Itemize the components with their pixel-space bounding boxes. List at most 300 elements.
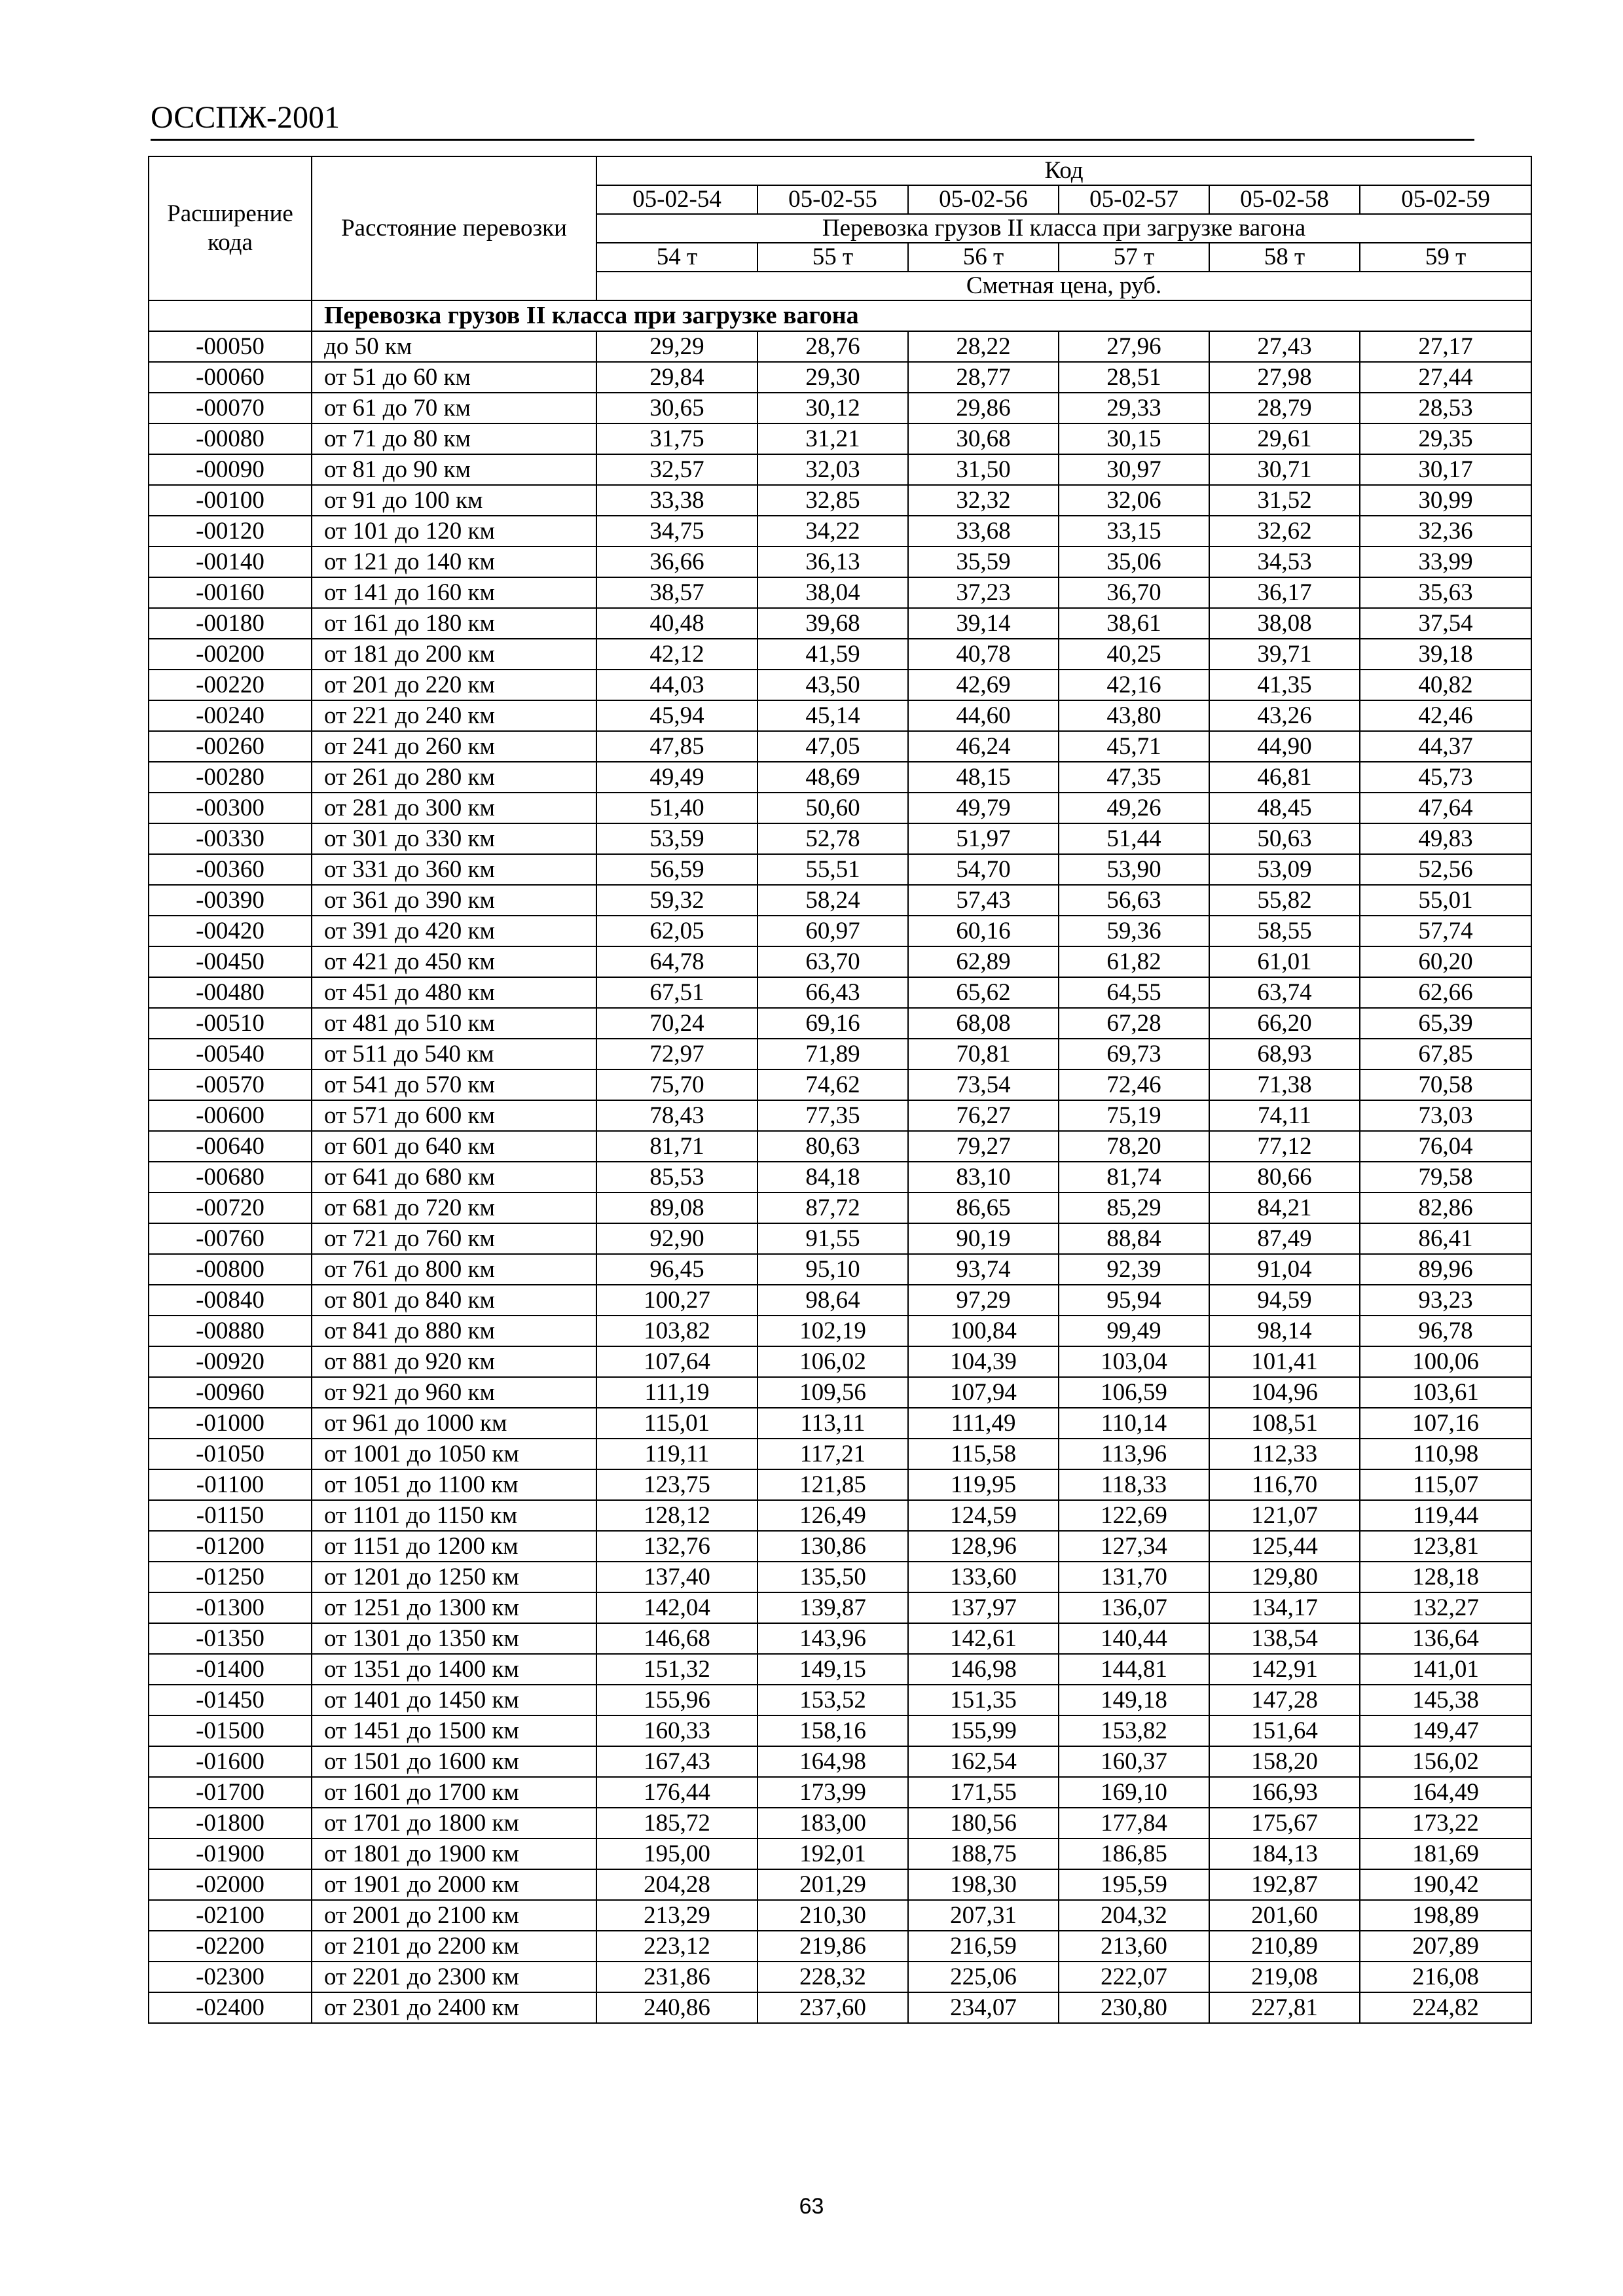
- price-cell: 198,30: [908, 1869, 1059, 1900]
- code-extension-cell: -00840: [149, 1285, 312, 1316]
- code-extension-cell: -00800: [149, 1254, 312, 1285]
- price-cell: 123,81: [1360, 1531, 1531, 1562]
- code-extension-cell: -00220: [149, 670, 312, 700]
- code-extension-cell: -01150: [149, 1500, 312, 1531]
- table-row: [149, 823, 1531, 854]
- price-cell: 30,65: [596, 393, 757, 423]
- distance-cell: от 281 до 300 км: [312, 793, 596, 823]
- price-cell: 35,06: [1059, 547, 1209, 577]
- code-header: 05-02-56: [908, 185, 1059, 214]
- price-cell: 61,01: [1209, 946, 1360, 977]
- price-cell: 151,35: [908, 1685, 1059, 1715]
- price-cell: 55,01: [1360, 885, 1531, 916]
- distance-cell: от 51 до 60 км: [312, 362, 596, 393]
- table-row: [149, 1654, 1531, 1685]
- price-cell: 156,02: [1360, 1746, 1531, 1777]
- price-cell: 32,03: [757, 454, 908, 485]
- price-cell: 184,13: [1209, 1839, 1360, 1869]
- price-cell: 29,86: [908, 393, 1059, 423]
- price-cell: 190,42: [1360, 1869, 1531, 1900]
- price-cell: 231,86: [596, 1962, 757, 1992]
- price-cell: 52,56: [1360, 854, 1531, 885]
- distance-cell: от 301 до 330 км: [312, 823, 596, 854]
- table-row: [149, 762, 1531, 793]
- code-extension-header: Расширение кода: [149, 156, 312, 300]
- price-cell: 144,81: [1059, 1654, 1209, 1685]
- price-cell: 28,76: [757, 331, 908, 362]
- price-cell: 136,07: [1059, 1592, 1209, 1623]
- price-cell: 164,98: [757, 1746, 908, 1777]
- code-extension-cell: -00140: [149, 547, 312, 577]
- table-row: [149, 362, 1531, 393]
- table-row: [149, 885, 1531, 916]
- price-cell: 160,33: [596, 1715, 757, 1746]
- distance-cell: от 961 до 1000 км: [312, 1408, 596, 1439]
- price-cell: 84,21: [1209, 1193, 1360, 1223]
- price-cell: 151,32: [596, 1654, 757, 1685]
- distance-cell: от 641 до 680 км: [312, 1162, 596, 1193]
- price-cell: 158,16: [757, 1715, 908, 1746]
- price-cell: 216,08: [1360, 1962, 1531, 1992]
- code-header: 05-02-59: [1360, 185, 1531, 214]
- table-row: [149, 1162, 1531, 1193]
- price-cell: 121,07: [1209, 1500, 1360, 1531]
- price-cell: 115,07: [1360, 1469, 1531, 1500]
- code-extension-cell: -00240: [149, 700, 312, 731]
- price-cell: 117,21: [757, 1439, 908, 1469]
- price-table: [148, 156, 1532, 2024]
- price-cell: 70,81: [908, 1039, 1059, 1069]
- code-extension-cell: -00920: [149, 1346, 312, 1377]
- table-row: [149, 1193, 1531, 1223]
- price-cell: 37,23: [908, 577, 1059, 608]
- price-cell: 133,60: [908, 1562, 1059, 1592]
- price-cell: 27,17: [1360, 331, 1531, 362]
- table-row: [149, 700, 1531, 731]
- table-row: [149, 1069, 1531, 1100]
- load-header: 57 т: [1059, 243, 1209, 272]
- price-cell: 110,14: [1059, 1408, 1209, 1439]
- code-extension-cell: -00120: [149, 516, 312, 547]
- price-cell: 192,87: [1209, 1869, 1360, 1900]
- price-cell: 49,83: [1360, 823, 1531, 854]
- price-cell: 207,31: [908, 1900, 1059, 1931]
- price-cell: 85,29: [1059, 1193, 1209, 1223]
- price-cell: 146,98: [908, 1654, 1059, 1685]
- price-cell: 80,66: [1209, 1162, 1360, 1193]
- table-row: [149, 423, 1531, 454]
- price-cell: 119,44: [1360, 1500, 1531, 1531]
- price-cell: 64,78: [596, 946, 757, 977]
- price-cell: 93,23: [1360, 1285, 1531, 1316]
- table-row: [149, 1316, 1531, 1346]
- price-cell: 27,98: [1209, 362, 1360, 393]
- price-cell: 42,46: [1360, 700, 1531, 731]
- price-cell: 62,66: [1360, 977, 1531, 1008]
- price-cell: 57,43: [908, 885, 1059, 916]
- price-cell: 99,49: [1059, 1316, 1209, 1346]
- distance-cell: от 1801 до 1900 км: [312, 1839, 596, 1869]
- price-cell: 53,59: [596, 823, 757, 854]
- price-cell: 69,16: [757, 1008, 908, 1039]
- price-cell: 142,91: [1209, 1654, 1360, 1685]
- code-extension-cell: -00880: [149, 1316, 312, 1346]
- price-cell: 70,24: [596, 1008, 757, 1039]
- price-cell: 85,53: [596, 1162, 757, 1193]
- price-cell: 123,75: [596, 1469, 757, 1500]
- table-row: [149, 1408, 1531, 1439]
- price-cell: 38,57: [596, 577, 757, 608]
- table-row: [149, 1346, 1531, 1377]
- code-extension-cell: -00200: [149, 639, 312, 670]
- price-cell: 40,78: [908, 639, 1059, 670]
- price-cell: 29,61: [1209, 423, 1360, 454]
- price-cell: 118,33: [1059, 1469, 1209, 1500]
- table-row: [149, 1100, 1531, 1131]
- price-cell: 95,10: [757, 1254, 908, 1285]
- price-cell: 97,29: [908, 1285, 1059, 1316]
- price-cell: 128,18: [1360, 1562, 1531, 1592]
- code-extension-cell: -01350: [149, 1623, 312, 1654]
- price-cell: 27,44: [1360, 362, 1531, 393]
- price-cell: 222,07: [1059, 1962, 1209, 1992]
- price-cell: 81,71: [596, 1131, 757, 1162]
- code-extension-cell: -00090: [149, 454, 312, 485]
- price-cell: 87,49: [1209, 1223, 1360, 1254]
- table-row: [149, 608, 1531, 639]
- price-cell: 149,18: [1059, 1685, 1209, 1715]
- price-cell: 55,82: [1209, 885, 1360, 916]
- price-cell: 134,17: [1209, 1592, 1360, 1623]
- price-cell: 29,30: [757, 362, 908, 393]
- price-cell: 67,28: [1059, 1008, 1209, 1039]
- price-cell: 137,97: [908, 1592, 1059, 1623]
- price-cell: 219,86: [757, 1931, 908, 1962]
- distance-cell: от 331 до 360 км: [312, 854, 596, 885]
- code-extension-cell: -01700: [149, 1777, 312, 1808]
- table-row: [149, 1992, 1531, 2023]
- price-cell: 115,58: [908, 1439, 1059, 1469]
- price-cell: 28,22: [908, 331, 1059, 362]
- price-cell: 44,60: [908, 700, 1059, 731]
- code-extension-cell: -02100: [149, 1900, 312, 1931]
- price-cell: 107,64: [596, 1346, 757, 1377]
- table-row: [149, 1531, 1531, 1562]
- price-cell: 78,20: [1059, 1131, 1209, 1162]
- distance-cell: от 71 до 80 км: [312, 423, 596, 454]
- table-row: [149, 1131, 1531, 1162]
- price-cell: 75,70: [596, 1069, 757, 1100]
- code-extension-cell: -01000: [149, 1408, 312, 1439]
- price-cell: 107,16: [1360, 1408, 1531, 1439]
- price-cell: 50,63: [1209, 823, 1360, 854]
- price-cell: 49,79: [908, 793, 1059, 823]
- price-cell: 73,03: [1360, 1100, 1531, 1131]
- price-cell: 78,43: [596, 1100, 757, 1131]
- table-row: [149, 1685, 1531, 1715]
- price-cell: 155,99: [908, 1715, 1059, 1746]
- price-cell: 76,27: [908, 1100, 1059, 1131]
- price-cell: 100,27: [596, 1285, 757, 1316]
- code-extension-cell: -01200: [149, 1531, 312, 1562]
- load-header: 56 т: [908, 243, 1059, 272]
- table-row: [149, 1808, 1531, 1839]
- price-cell: 103,04: [1059, 1346, 1209, 1377]
- price-cell: 110,98: [1360, 1439, 1531, 1469]
- distance-cell: от 2001 до 2100 км: [312, 1900, 596, 1931]
- price-cell: 59,32: [596, 885, 757, 916]
- distance-cell: от 391 до 420 км: [312, 916, 596, 946]
- price-cell: 201,29: [757, 1869, 908, 1900]
- price-cell: 83,10: [908, 1162, 1059, 1193]
- price-cell: 45,14: [757, 700, 908, 731]
- price-cell: 204,32: [1059, 1900, 1209, 1931]
- code-extension-cell: -00600: [149, 1100, 312, 1131]
- price-cell: 36,13: [757, 547, 908, 577]
- price-cell: 108,51: [1209, 1408, 1360, 1439]
- price-cell: 89,96: [1360, 1254, 1531, 1285]
- price-cell: 210,89: [1209, 1931, 1360, 1962]
- price-cell: 45,94: [596, 700, 757, 731]
- price-cell: 140,44: [1059, 1623, 1209, 1654]
- price-cell: 39,71: [1209, 639, 1360, 670]
- price-cell: 230,80: [1059, 1992, 1209, 2023]
- price-cell: 40,25: [1059, 639, 1209, 670]
- distance-cell: от 1701 до 1800 км: [312, 1808, 596, 1839]
- code-extension-cell: -02000: [149, 1869, 312, 1900]
- price-cell: 115,01: [596, 1408, 757, 1439]
- price-cell: 153,52: [757, 1685, 908, 1715]
- code-extension-cell: -00420: [149, 916, 312, 946]
- price-cell: 28,79: [1209, 393, 1360, 423]
- price-cell: 32,57: [596, 454, 757, 485]
- price-cell: 138,54: [1209, 1623, 1360, 1654]
- code-header: 05-02-54: [596, 185, 757, 214]
- price-cell: 145,38: [1360, 1685, 1531, 1715]
- code-extension-cell: -00570: [149, 1069, 312, 1100]
- price-cell: 96,78: [1360, 1316, 1531, 1346]
- distance-cell: от 161 до 180 км: [312, 608, 596, 639]
- table-row: [149, 1931, 1531, 1962]
- section-title: Перевозка грузов II класса при загрузке вагона: [312, 300, 1531, 331]
- code-extension-cell: -01100: [149, 1469, 312, 1500]
- price-cell: 32,36: [1360, 516, 1531, 547]
- table-row: [149, 1562, 1531, 1592]
- price-cell: 142,04: [596, 1592, 757, 1623]
- price-cell: 53,09: [1209, 854, 1360, 885]
- price-cell: 27,96: [1059, 331, 1209, 362]
- price-cell: 104,39: [908, 1346, 1059, 1377]
- price-cell: 31,52: [1209, 485, 1360, 516]
- price-cell: 62,05: [596, 916, 757, 946]
- document-title: ОССПЖ-2001: [151, 100, 340, 135]
- code-extension-cell: -00510: [149, 1008, 312, 1039]
- code-extension-cell: -00180: [149, 608, 312, 639]
- price-unit-header: Сметная цена, руб.: [596, 272, 1531, 300]
- code-header: 05-02-57: [1059, 185, 1209, 214]
- price-cell: 56,59: [596, 854, 757, 885]
- distance-cell: от 721 до 760 км: [312, 1223, 596, 1254]
- price-cell: 38,08: [1209, 608, 1360, 639]
- table-row: [149, 1623, 1531, 1654]
- price-cell: 32,85: [757, 485, 908, 516]
- distance-header: Расстояние перевозки: [312, 156, 596, 300]
- price-cell: 35,59: [908, 547, 1059, 577]
- distance-cell: от 91 до 100 км: [312, 485, 596, 516]
- code-extension-cell: -00360: [149, 854, 312, 885]
- table-row: [149, 1900, 1531, 1931]
- price-cell: 43,80: [1059, 700, 1209, 731]
- price-cell: 195,00: [596, 1839, 757, 1869]
- price-cell: 34,75: [596, 516, 757, 547]
- price-cell: 44,03: [596, 670, 757, 700]
- distance-cell: от 1151 до 1200 км: [312, 1531, 596, 1562]
- price-cell: 50,60: [757, 793, 908, 823]
- distance-cell: от 361 до 390 км: [312, 885, 596, 916]
- price-cell: 72,46: [1059, 1069, 1209, 1100]
- price-cell: 58,24: [757, 885, 908, 916]
- price-cell: 86,41: [1360, 1223, 1531, 1254]
- table-row: [149, 1777, 1531, 1808]
- distance-cell: от 511 до 540 км: [312, 1039, 596, 1069]
- price-cell: 76,04: [1360, 1131, 1531, 1162]
- price-cell: 185,72: [596, 1808, 757, 1839]
- price-cell: 38,61: [1059, 608, 1209, 639]
- price-cell: 28,51: [1059, 362, 1209, 393]
- code-extension-cell: -00300: [149, 793, 312, 823]
- price-cell: 135,50: [757, 1562, 908, 1592]
- table-row: [149, 331, 1531, 362]
- price-cell: 47,85: [596, 731, 757, 762]
- price-cell: 162,54: [908, 1746, 1059, 1777]
- distance-cell: от 101 до 120 км: [312, 516, 596, 547]
- price-cell: 32,62: [1209, 516, 1360, 547]
- table-row: [149, 516, 1531, 547]
- price-cell: 88,84: [1059, 1223, 1209, 1254]
- price-cell: 30,97: [1059, 454, 1209, 485]
- price-cell: 28,77: [908, 362, 1059, 393]
- code-extension-cell: -01800: [149, 1808, 312, 1839]
- price-cell: 147,28: [1209, 1685, 1360, 1715]
- price-cell: 166,93: [1209, 1777, 1360, 1808]
- price-cell: 73,54: [908, 1069, 1059, 1100]
- price-cell: 195,59: [1059, 1869, 1209, 1900]
- price-cell: 45,73: [1360, 762, 1531, 793]
- price-cell: 27,43: [1209, 331, 1360, 362]
- price-cell: 66,43: [757, 977, 908, 1008]
- price-cell: 119,11: [596, 1439, 757, 1469]
- price-cell: 60,16: [908, 916, 1059, 946]
- price-cell: 122,69: [1059, 1500, 1209, 1531]
- price-cell: 49,26: [1059, 793, 1209, 823]
- distance-cell: от 451 до 480 км: [312, 977, 596, 1008]
- table-row: [149, 1039, 1531, 1069]
- price-cell: 33,38: [596, 485, 757, 516]
- price-cell: 60,20: [1360, 946, 1531, 977]
- price-cell: 56,63: [1059, 885, 1209, 916]
- table-row: [149, 639, 1531, 670]
- table-row: [149, 1254, 1531, 1285]
- price-cell: 75,19: [1059, 1100, 1209, 1131]
- price-cell: 198,89: [1360, 1900, 1531, 1931]
- price-cell: 101,41: [1209, 1346, 1360, 1377]
- price-cell: 35,63: [1360, 577, 1531, 608]
- price-cell: 63,74: [1209, 977, 1360, 1008]
- distance-cell: от 1901 до 2000 км: [312, 1869, 596, 1900]
- distance-cell: от 761 до 800 км: [312, 1254, 596, 1285]
- price-cell: 39,14: [908, 608, 1059, 639]
- price-cell: 100,84: [908, 1316, 1059, 1346]
- price-cell: 131,70: [1059, 1562, 1209, 1592]
- price-cell: 42,12: [596, 639, 757, 670]
- code-extension-cell: -00720: [149, 1193, 312, 1223]
- price-cell: 186,85: [1059, 1839, 1209, 1869]
- code-header: 05-02-58: [1209, 185, 1360, 214]
- price-cell: 112,33: [1209, 1439, 1360, 1469]
- distance-cell: от 1501 до 1600 км: [312, 1746, 596, 1777]
- code-extension-cell: -02400: [149, 1992, 312, 2023]
- price-cell: 87,72: [757, 1193, 908, 1223]
- price-cell: 213,60: [1059, 1931, 1209, 1962]
- price-cell: 77,12: [1209, 1131, 1360, 1162]
- price-cell: 227,81: [1209, 1992, 1360, 2023]
- price-cell: 31,75: [596, 423, 757, 454]
- header-rule: [151, 139, 1474, 141]
- price-cell: 137,40: [596, 1562, 757, 1592]
- price-cell: 46,81: [1209, 762, 1360, 793]
- price-cell: 176,44: [596, 1777, 757, 1808]
- distance-cell: от 61 до 70 км: [312, 393, 596, 423]
- distance-cell: от 1401 до 1450 км: [312, 1685, 596, 1715]
- price-cell: 36,17: [1209, 577, 1360, 608]
- price-cell: 153,82: [1059, 1715, 1209, 1746]
- code-extension-cell: -00960: [149, 1377, 312, 1408]
- table-row: [149, 1715, 1531, 1746]
- price-cell: 216,59: [908, 1931, 1059, 1962]
- price-cell: 106,02: [757, 1346, 908, 1377]
- price-cell: 38,04: [757, 577, 908, 608]
- price-cell: 30,12: [757, 393, 908, 423]
- price-cell: 149,47: [1360, 1715, 1531, 1746]
- price-cell: 98,64: [757, 1285, 908, 1316]
- code-extension-cell: -00680: [149, 1162, 312, 1193]
- distance-cell: от 181 до 200 км: [312, 639, 596, 670]
- table-row: [149, 577, 1531, 608]
- distance-cell: от 2201 до 2300 км: [312, 1962, 596, 1992]
- table-row: [149, 946, 1531, 977]
- price-cell: 67,85: [1360, 1039, 1531, 1069]
- price-cell: 53,90: [1059, 854, 1209, 885]
- price-cell: 103,61: [1360, 1377, 1531, 1408]
- price-cell: 36,70: [1059, 577, 1209, 608]
- price-cell: 65,62: [908, 977, 1059, 1008]
- price-cell: 188,75: [908, 1839, 1059, 1869]
- price-cell: 39,18: [1360, 639, 1531, 670]
- price-cell: 102,19: [757, 1316, 908, 1346]
- distance-cell: от 1051 до 1100 км: [312, 1469, 596, 1500]
- price-cell: 223,12: [596, 1931, 757, 1962]
- price-cell: 149,15: [757, 1654, 908, 1685]
- price-cell: 80,63: [757, 1131, 908, 1162]
- price-cell: 127,34: [1059, 1531, 1209, 1562]
- price-cell: 74,62: [757, 1069, 908, 1100]
- price-cell: 96,45: [596, 1254, 757, 1285]
- distance-cell: от 81 до 90 км: [312, 454, 596, 485]
- code-extension-cell: -00080: [149, 423, 312, 454]
- table-row: [149, 1223, 1531, 1254]
- price-cell: 47,35: [1059, 762, 1209, 793]
- distance-cell: от 241 до 260 км: [312, 731, 596, 762]
